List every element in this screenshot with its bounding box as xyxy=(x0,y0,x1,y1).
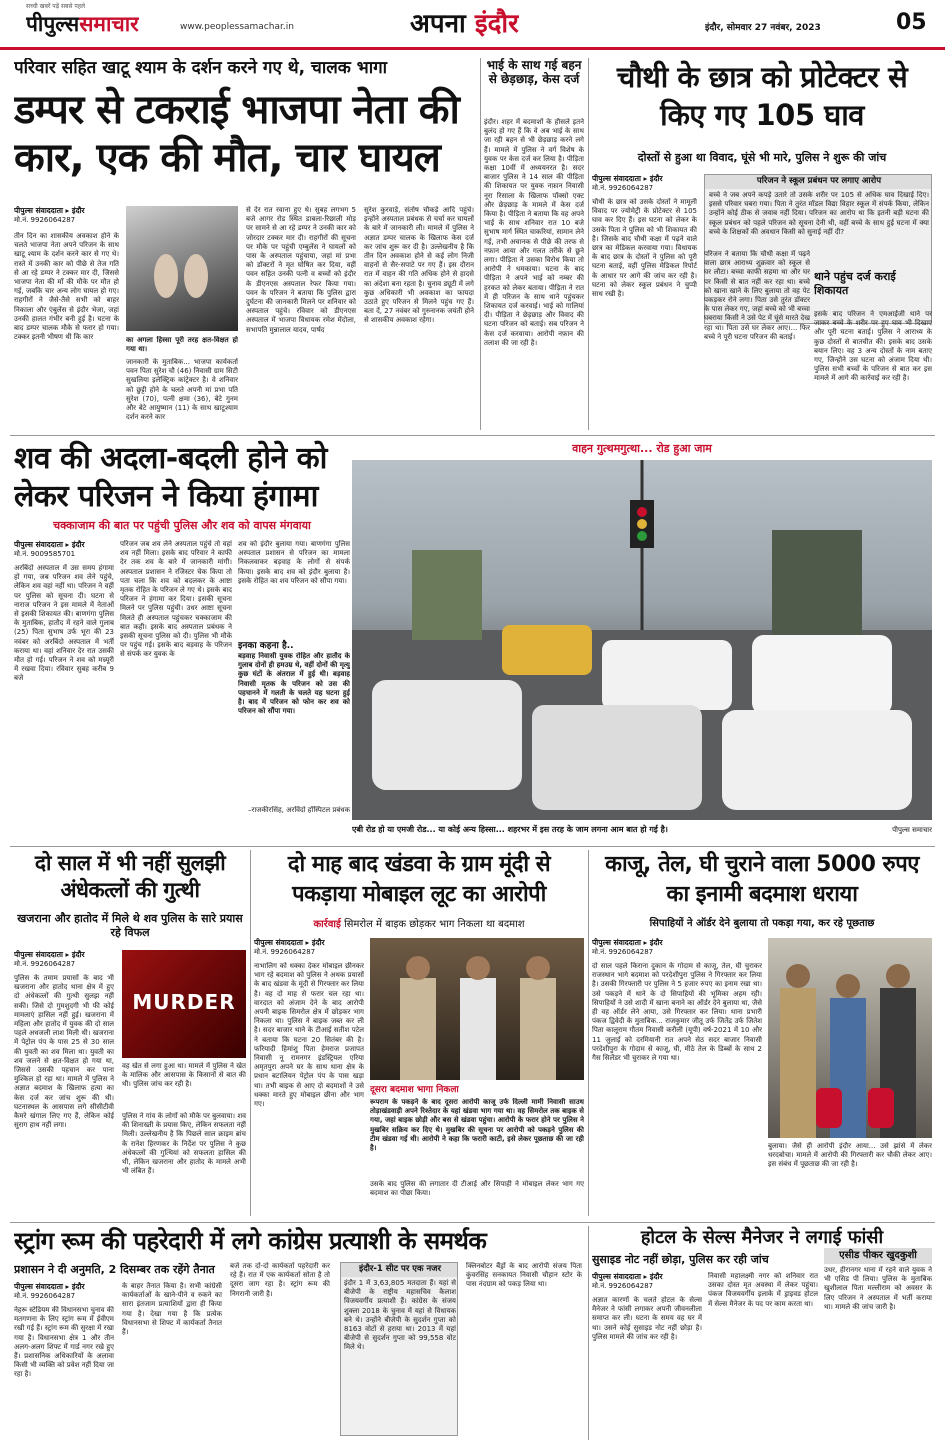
story7-headline[interactable]: काजू, तेल, घी चुराने वाला 5000 रुपए का इनामी बदमाश धराया xyxy=(605,852,919,907)
story4-quote-title: इनका कहना है.. xyxy=(238,641,294,651)
story5-byline-block xyxy=(14,950,114,972)
story4-quote-by: –राजकीरसिंह, अरविंदो हॉस्पिटल प्रबंधक xyxy=(247,806,350,814)
story3-col2: परिजन ने बताया कि चौथी कक्षा में पढ़ने वाला छात्र आराध्य शुक्रवार को स्कूल से घर लौटा। बच्चा काफी सहमा था और घर पर किसी से बात नहीं कर रहा था। बच्चे को खाना खाने के लिए बुलाया तो वह पेट पकड़कर रोने लगा। पिता उसे तुरंत डॉक्टर के पास लेकर गए, जहां बच्चे को भी बच्चा घबराया किसी ने उसे पेट में घूंसे मारते देख रहा था। पिता उसे घर लेकर आए।... फिर बच्चे ने पूरी घटना परिजन की बताई। xyxy=(704,250,810,341)
story5-col3: पुलिस ने गांव के लोगों को मौके पर बुलवाया। शव की शिनाख्ती के प्रयास किए, लेकिन सफलता नहीं मिली। उल्लेखनीय है कि पिछले साल क्राइम ब्रांच के रानेश हिरणकर के निर्देश पर पुलिस ने कुछ अंधेकत्लों की गुत्थियां को सफलता हासिल की थी, लेकिन खजराना और हातोद के मामले अभी भी लंबित हैं। xyxy=(122,1112,246,1176)
story6-headline[interactable]: दो माह बाद खंडवा के ग्राम मूंदी से पकड़ाया मोबाइल लूट का आरोपी xyxy=(287,852,551,907)
story6-col2: उसके बाद पुलिस की लगातार दी टीआई और सिपाही ने मोबाइल लेकर भाग गए बदमाश का पीछा किया। xyxy=(370,1180,584,1198)
story7-byline: पीपुल्स संवाददाता ▸ इंदौर xyxy=(592,938,663,947)
story4-byline-block xyxy=(14,540,114,562)
story4-col2: परिजन जब शव लेने अस्पताल पहुंचे तो वहां शव नहीं मिला। इसके बाद परिवार ने काफी देर तक शव के बारे में जानकारी मांगी। अस्पताल प्रशासन ने रजिस्टर चेक किया तो पता चला कि शव को बदलकर के आष्टा मृतक रोहित के परिजन ले गए थे। इसके बाद परिजन ने हंगामा कर दिया। इसकी सूचना मिलने पर पुलिस पहुंची। उधर आष्टा सूचना मिलते ही अस्पताल पहुंचकर चक्काजाम की बात कही। इसके बाद अस्पताल प्रबंधक ने इसकी सूचना पुलिस को दी। पुलिस भी मौके पर पहुंच गई। इसके बाद बड़वाह के परिजन से संपर्क कर युवक के xyxy=(120,540,232,659)
story1-photo xyxy=(126,206,238,331)
dateline: इंदौर, सोमवार 27 नवंबर, 2023 xyxy=(705,23,821,33)
story6-kicker-text: सिमरोल में बाइक छोड़कर भाग निकला था बदमाश xyxy=(344,919,525,930)
story-2 xyxy=(484,58,584,430)
divider xyxy=(588,850,589,1216)
story9-col1: अज्ञात कारणों के चलते होटल के सेल्स मैनेजर ने फांसी लगाकर अपनी जीवनलीला समाप्त कर ली। घटना के समय वह घर में था। उसने कोई सुसाइड नोट नहीं छोड़ा है। पुलिस मामले की जांच कर रही है। xyxy=(592,1296,702,1341)
story3-box-title: परिजन ने स्कूल प्रबंधन पर लगाए आरोप xyxy=(705,175,932,189)
story4-mobile: मो.नं. 9009585701 xyxy=(14,550,76,558)
story7-photo-caption: बुलाया। जैसे ही आरोपी इंदौर आया... उसे झांसे में लेकर धरदबोचा। मामले में आरोपी की गिरफ्तारी कर चौकी लेकर आए। इस संबंध में पूछताछ की जा रही है। xyxy=(768,1142,932,1169)
section-title-a: अपना xyxy=(410,9,466,39)
story3-byline-block xyxy=(592,174,697,196)
story8-mobile: मो.नं. 9926064287 xyxy=(14,1292,76,1300)
murder-image-label: MURDER xyxy=(132,990,236,1014)
story8-col4: क्लिनबोटर बैंड्रों के बाद आरोपी संजय पिता कुंवरसिंह सनकायत निवासी चौहान स्टोर के पास नंदग्राम को पकड़ लिया था। xyxy=(466,1262,582,1289)
story4-headline[interactable]: शव की अदला-बदली होने को लेकर परिजन ने किया हंगामा xyxy=(14,441,327,514)
masthead-tagline: सच्ची खबरें पढ़ें सबसे पहले xyxy=(26,3,86,10)
story8-col2: के बाहर तैनात किया है। सभी कांग्रेसी कार्यकर्ताओं के खाने-पीने व रुकने का सारा इंतजाम प्रत्याशियों द्वारा ही किया गया है। देखा गया है कि प्रत्येक विधानसभा से शिफ्ट में कार्यकर्ता तैनात हैं। xyxy=(122,1282,222,1337)
story6-kicker xyxy=(254,916,584,932)
story8-box-body: इंदौर 1 में 3,63,805 मतदाता हैं। यहां से बीजेपी के राष्ट्रीय महासचिव कैलाश विजयवर्गीय प्रत्याशी हैं। कांग्रेस के संजय शुक्ला 2018 के चुनाव में यहां से विधायक बने थे। उन्होंने बीजेपी के सुदर्शन गुप्ता को 8163 वोटों से हराया था। 2013 में यहां बीजेपी से सुदर्शन गुप्ता को 99,558 वोट मिले थे। xyxy=(344,1279,456,1352)
story4-byline: पीपुल्स संवाददाता ▸ इंदौर xyxy=(14,540,85,549)
story-5 xyxy=(14,850,246,1220)
story3-subheadline: दोस्तों से हुआ था विवाद, घूंसे भी मारे, पुलिस ने शुरू की जांच xyxy=(637,151,887,164)
story9-headline[interactable]: होटल के सेल्स मैनेजर ने लगाई फांसी xyxy=(640,1227,884,1248)
story1-headline[interactable]: डम्पर से टकराई भाजपा नेता की कार, एक की मौत, चार घायल xyxy=(14,87,459,181)
story5-col2: वह खेत से लगा हुआ था। मामले में पुलिस ने खेत के मालिक और आसपास के किसानों से बात की थी। पुलिस जांच कर रही है। xyxy=(122,1062,246,1089)
story9-aside-title: एसीड पीकर खुदकुशी xyxy=(824,1248,932,1264)
divider xyxy=(10,435,935,436)
police-photo-icon xyxy=(768,938,932,1138)
story6-col1: नाभालिग को धक्का देकर मोबाइल छीनकर भाग रहे बदमाश को पुलिस ने अथक प्रयासों के बाद खंडवा के मूंदी से गिरफ्तार कर लिया है। वह दो माह से फरार चल रहा था। वारदात को अंजाम देने के बाद आरोपी अपनी बाइक सिमरोल क्षेत्र में छोड़कर भाग निकला था। पुलिस ने बाइक जब्त कर ली है। सदर बाजार थाने के टीआई सतीश पटेल ने बताया कि घटना 20 सितंबर की है। फरियादी हिमांशु पिता हेमराज प्रजापत निवासी नू रामनगर इंडस्ट्रियल एरिया अमृतपुरा अपने घर के साथ थाना क्षेत्र के प्रधान बटालियन पेट्रोल पंप के पास खड़ा था। तभी बाइक से आए दो बदमाशों ने उसे धक्का मारते हुए मोबाइल छीना और भाग गए। xyxy=(254,962,364,1109)
story5-headline[interactable]: दो साल में भी नहीं सुलझी अंधेकत्लों की गुत्थी xyxy=(34,851,226,902)
story9-byline: पीपुल्स संवाददाता ▸ इंदौर xyxy=(592,1272,663,1281)
story6-box-body: रूपराम के पकड़ने के बाद दूसरा आरोपी काजू उर्फ दिल्ली मामी निवासी साउथ तोड़ाखंडवाड़ी अपने रिश्तेदार के यहां खंडवा भाग गया था। वह सिमरोल तक बाइक से गया, जहां बाइक छोड़ी और बस से खंडवा पहुंचा। आरोपी के फरार होने पर पुलिस ने मुखबिर सक्रिय कर दिए थे। मुखबिर की सूचना पर आरोपी को पकड़ने पुलिस की टीम खंडवा गई थी। आरोपी ने कहा कि फरारी काटी, इसे लेकर पूछताछ की जा रही है। xyxy=(370,1098,584,1153)
story1-photo-caption: का अगला हिस्सा पूरी तरह क्षत-विक्षत हो गया था। xyxy=(126,336,238,354)
traffic-photo-credit: पीपुल्स समाचार xyxy=(892,826,932,834)
page-number: 05 xyxy=(896,10,927,35)
story-6 xyxy=(254,850,584,1220)
section-title xyxy=(410,8,519,40)
traffic-jam-icon xyxy=(352,460,932,820)
story1-byline-block xyxy=(14,206,119,228)
divider xyxy=(10,846,935,847)
story5-byline: पीपुल्स संवाददाता ▸ इंदौर xyxy=(14,950,85,959)
story9-aside-body: उधर, हीरानगर थाना में रहने वाले युवक ने भी एसिड पी लिया। पुलिस के मुताबिक खुशीलाल पिता मल्लीराम को अवसर के लिए परिजन ने अस्पताल में भर्ती कराया था। मामले की जांच जारी है। xyxy=(824,1266,932,1311)
divider xyxy=(250,850,251,1216)
story7-photo xyxy=(768,938,932,1138)
story9-byline-block xyxy=(592,1272,702,1294)
story3-byline: पीपुल्स संवाददाता ▸ इंदौर xyxy=(592,174,663,183)
story9-mobile: मो.नं. 9926064287 xyxy=(592,1282,654,1290)
divider xyxy=(588,58,589,430)
story7-mobile: मो.नं. 9926064287 xyxy=(592,948,654,956)
story7-subheadline: सिपाहियों ने ऑर्डर देने बुलाया तो पकड़ा गया, कर रहे पूछताछ xyxy=(649,918,875,929)
story8-subheadline: प्रशासन ने दी अनुमति, 2 दिसम्बर तक रहेंगे तैनात xyxy=(14,1263,215,1276)
divider xyxy=(588,1226,589,1440)
story8-box xyxy=(340,1262,458,1436)
story2-body: इंदौर। शहर में बदमाशों के हौसले इतने बुलंद हो गए हैं कि वे अब भाई के साथ जा रही बहन से भी छेड़छाड़ करने लगे हैं। मामले में पुलिस ने वर्ग विशेष के युवक पर केस दर्ज कर लिया है। पीड़िता कक्षा 10वीं में अध्ययनरत है। सदर बाजार पुलिस ने 14 साल की पीड़िता की शिकायत पर युवक नफ़ान निवासी नूरा रिसाला के खिलाफ पॉक्सो एक्ट और छेड़छाड़ के मामले में केस दर्ज किया है। पीड़िता ने बताया कि वह अपने भाई के साथ शनिवार रात 10 बजे सुभाष मार्ग स्थित चाकरियां, सामान लेने गई, तभी अचानक से पीछे की तरफ से नफ़ान आया और गलत तरीके से छूने लगा। पीड़िता ने उसका विरोध किया तो आरोपी ने धमकाया। घटना के बाद पीड़िता ने अपने भाई को नम्बर की हरकत को लेकर बताया। पीड़िता ने रात में ही परिजन के साथ थाने पहुंचकर शिकायत दर्ज करवाई। भाई को गालियां दी। पीड़िता ने छेड़छाड़ और विवाद की घटना परिजन को बताई। सब परिजन ने केस दर्ज करवाया। आरोपी नफ़ान की तलाश की जा रही है। xyxy=(484,118,584,347)
feet-photo-icon xyxy=(126,206,238,331)
story6-photo xyxy=(370,938,584,1080)
story3-mobile: मो.नं. 9926064287 xyxy=(592,184,654,192)
traffic-photo-caption: एबी रोड हो या एमजी रोड... या कोई अन्य हिस्सा... शहरभर में इस तरह के जाम लगना आम बात हो गई है। xyxy=(352,825,668,834)
story8-col1: नेहरू स्टेडियम की विधानसभा चुनाव की मतगणना के लिए स्ट्रांग रूम में ईवीएम रखी गई हैं। स्ट्रांग रूम की सुरक्षा में रखा गया है। विधानसभा क्षेत्र 1 और तीन अलग-अलग शिफ्ट में गार्ड नगर रखे हुए हैं। प्रशासनिक अधिकारियों के अलावा किसी भी व्यक्ति को प्रवेश नहीं दिया जा रहा है। xyxy=(14,1306,114,1379)
story1-kicker: परिवार सहित खाटू श्याम के दर्शन करने गए थे, चालक भागा xyxy=(14,58,388,78)
story8-box-title: इंदौर-1 सीट पर एक नजर xyxy=(341,1263,458,1277)
story-3 xyxy=(592,58,932,430)
story1-col2: जानकारी के मुताबिक... भाजपा कार्यकर्ता पवन पिता सुरेश चौ (46) निवासी ग्राम सिटी सुखलिया इलेक्ट्रिक कांट्रेक्टर है। वे शनिवार को छुट्टी होने के चलते अपनी मां प्रभा पति सुरेश (70), पत्नी क्षमा (36), बेटे गुनम और बेटे आयुष्मान (11) के साथ खाटूश्याम दर्शन करने कार xyxy=(126,358,238,422)
story5-mobile: मो.नं. 9926064287 xyxy=(14,960,76,968)
story1-col1: तीन दिन का शासकीय अवकाश होने के चलते भाजपा नेता अपने परिजन के साथ खाटू श्याम के दर्शन करने कार से गए थे। रास्ते में उनकी कार को पीछे से तेज गति से आ रहे डम्पर ने टक्कर मार दी, जिससे भाजपा नेता की माँ की मौके पर मौत हो गई, जबकि चार अन्य लोग घायल हो गए। राहगीरों ने जैसे-तैसे सभी को बाहर निकाला और एंबुलेंस से इंदौर भेजा, जहां उनकी हालत गंभीर बनी हुई है। घटना के बाद डम्पर चालक मौके से फरार हो गया। टक्कर इतनी भीषण थी कि कार xyxy=(14,232,119,342)
story5-col1: पुलिस के तमाम प्रयासों के बाद भी खजराना और हातोद थाना क्षेत्र में हुए दो अंधेकत्लों की गुत्थी सुलझ नहीं सकी। जिसे दो गुमशुदगी भी फी कोई मामलाएं हासिल नहीं हुई। खजराना में महिला और हातोद में युवक की दो साल पहले अधजली लाश मिली थी। खजराना में पेट्रोल पंप के पास 25 से 30 साल की युवती का शव मिला था। युवती का शव जलने से क्षत-विक्षत हो गया था, जिससे उसकी पहचान कर पाना मुश्किल हो रहा था। मामले में पुलिस ने अज्ञात बदमाश के खिलाफ हत्या का केस दर्ज कर जांच शुरू की थी। घटनास्थल के आसपास लगे सीसीटीवी कैमरे खंगाल लिए गए हैं, लेकिन कोई सुराग हाथ नहीं लगा। xyxy=(14,974,114,1130)
story6-byline-block xyxy=(254,938,374,960)
story1-col4: सुरेश कुरवाड़े, संतोष चौकड़े आदि पहुंचे। इन्होंने अस्पताल प्रबंधक से चर्चा कर घायलों के बारे में जानकारी ली। मामले में पुलिस ने अज्ञात डम्पर चालक के खिलाफ केस दर्ज कर जांच शुरू कर दी है। उल्लेखनीय है कि तीन दिन अवकाश होने से कई लोग निजी वाहनों से सैर-सपाटे पर गए हैं। इस दौरान रात में वाहन की गति अधिक होने से हादसे का अंदेशा बना रहता है। चुनाव ड्यूटी में लगे कुछ अधिकारी भी अवकाश का फायदा उठाते हुए परिजन से मिलने पहुंच गए हैं। बता दें, 27 नवंबर को गुरुनानक जयंती होने से शासकीय अवकाश रहेगा। xyxy=(364,206,474,325)
story3-aside-title: थाने पहुंच दर्ज कराई शिकायत xyxy=(814,270,896,297)
story4-subheadline: चक्काजाम की बात पर पहुंची पुलिस और शव को वापस मंगवाया xyxy=(53,519,311,532)
traffic-photo-title: वाहन गुत्थमगुत्था... रोड हुआ जाम xyxy=(572,442,712,455)
traffic-photo-block xyxy=(352,440,932,842)
story8-byline: पीपुल्स संवाददाता ▸ इंदौर xyxy=(14,1282,85,1291)
arrest-photo-icon xyxy=(370,938,584,1080)
story-9 xyxy=(592,1226,932,1440)
story1-mobile: मो.नं. 9926064287 xyxy=(14,216,76,224)
logo-part-b: समाचार xyxy=(79,12,139,36)
story3-col1: चौथी के छात्र को उसके दोस्तों ने मामूली विवाद पर ज्योमेट्री के प्रोटेक्टर से 105 घाव कर दिए हैं। इस घटना को लेकर के उसके पिता ने पुलिस को भी शिकायत की है। जिसके बाद चौथी कक्षा में पढ़ने वाले छात्र का मेडिकल करवाया गया। विधायक के बाद छात्र के दोस्तों ने पुलिस को पूरी घटना बताई, वहीं पुलिस मेडिकल रिपोर्ट के आधार पर आगे की जांच कर रही है। घटना को लेकर स्कूल प्रबंधन ने चुप्पी साध रखी है। xyxy=(592,198,697,299)
story8-byline-block xyxy=(14,1282,114,1304)
murder-image xyxy=(122,950,246,1058)
masthead-logo xyxy=(26,10,139,40)
story9-subheadline: सुसाइड नोट नहीं छोड़ा, पुलिस कर रही जांच xyxy=(592,1253,769,1266)
story6-byline: पीपुल्स संवाददाता ▸ इंदौर xyxy=(254,938,325,947)
section-title-b: इंदौर xyxy=(474,9,519,39)
story9-aside xyxy=(824,1248,932,1436)
story4-col1: अरबिंदो अस्पताल में उस समय हंगामा हो गया, जब परिजन शव लेने पहुंचे, लेकिन शव वहां नहीं था। परिजन ने वहीं पर पुलिस को सूचना दी। घटना से नाराज परिजन ने इस मामले में नेताओं से इसकी शिकायत की। बाणगंगा पुलिस के मुताबिक, हातौद में रहने वाले गुलाब (25) पिता सुभाष उर्फ भूरा की 23 नवंबर को अरबिंदो अस्पताल में भर्ती कराया था। वहां शनिवार देर रात उसकी मौत हो गई। परिजन ने शव को मच्र्यूरी में रखवा दिया। रविवार सुबह करीब 9 बजे xyxy=(14,564,114,683)
story3-headline[interactable]: चौथी के छात्र को प्रोटेक्टर से किए गए 105 घाव xyxy=(616,60,908,132)
story4-quote-body: बड़वाह निवासी युवक रोहित और हातौद के गुलाब दोनों ही हमउम्र थे, वहीं दोनों की मृत्यु कुछ घंटों के अंतराल में हुई थी। बड़वाह निवासी मृतक के परिजन को उस की पहचानने में गलती के चलते यह घटना हुई है। बाद में परिजन को फोन कर शव को परिजन को सौंपा गया। xyxy=(238,652,350,716)
story7-byline-block xyxy=(592,938,762,960)
story8-col3: बजे तक दो-दो कार्यकर्ता पहरेदारी कर रहे हैं। रात में एक कार्यकर्ता सोता है तो दूसरा जाग रहा है। स्ट्रांग रूम की निगरानी जारी है। xyxy=(230,1262,330,1298)
story-8 xyxy=(14,1226,582,1440)
story6-photo-caption: दूसरा बदमाश भागा निकला xyxy=(370,1085,459,1095)
story9-col2: निवासी महालक्ष्मी नगर को शनिवार रात उसका दोस्त मृत अवस्था में लेकर पहुंचा। पंकज विजयवर्गीय इलाके में ड्राइवड होटल में सेल्स मैनेजर के पद पर काम करता था। xyxy=(708,1272,818,1308)
masthead xyxy=(0,0,945,50)
story4-col3: शव को इंदौर बुलाया गया। बाणगंगा पुलिस अस्पताल प्रशासन से परिजन का मामला निकलवाकर बड़वाह के लोगों से संपर्क किया। इसके बाद शव को इंदौर बुलाया है। इसके रोहित का शव परिजन को सौंपा गया। xyxy=(238,540,350,585)
logo-part-a: पीपुल्स xyxy=(26,12,80,36)
story7-col1: दो साल पहले किराना दुकान के गोदाम से काजू, तेल, घी चुराकर राजस्थान भागे बदमाश को परदेशीपुरा पुलिस ने गिरफ्तार कर लिया है। उसकी गिरफ्तारी पर पुलिस ने 5 हजार रुपए का इनाम रखा था। उसे पकड़ने में थाने के दो सिपाहियों की भूमिका अहम रही। सिपाहियों ने उसे शादी में खाना बनाने का ऑर्डर देने बुलाया था, जैसे ही वह ऑर्डर लेने आया, उसे गिरफ्तार कर लिया। थाना प्रभारी पंकज द्विवेदी के मुताबिक... राजकुमार जीतू उर्फ जितेंद्र उर्फ जितेश पिता कालूराम गौतम निवासी करौली (यूपी) वर्ष-2021 में 10 और 11 जुलाई को दरमियानी रात अपने सेठ सदर बाजार निवासी परदेशीपुरा के गोदाम से काजू, घी, मीठे तेल के डिब्बों के साथ 2 गैस सिलेंडर भी चुराकर ले गया था। xyxy=(592,962,762,1063)
story8-headline[interactable]: स्ट्रांग रूम की पहरेदारी में लगे कांग्रेस प्रत्याशी के समर्थक xyxy=(14,1227,487,1255)
divider xyxy=(480,58,481,430)
story3-aside-body: इसके बाद परिजन ने एमआईजी थाने पर जाकर बच्चे के शरीर पर हुए घाव भी दिखाए और पूरी घटना बताई। पुलिस ने आराध्य के कुछ दोस्तों से बातचीत की। इसके बाद उसके बयान लिए। वह 3 अन्य दोस्तों के नाम बताए गए, जिन्होंने उस घटना को अंजाम दिया थी। पुलिस सभी बच्चों के परिजन से बात कर इस मामले में आगे की कार्रवाई कर रही है। xyxy=(814,310,932,383)
story3-box-body: बच्चे ने जब अपने कपड़े उतारे तो उसके शरीर पर 105 से अधिक घाव दिखाई दिए। इससे परिवार घबरा गया। पिता ने तुरंत मॉडल विद्या विहार स्कूल में संपर्क किया, लेकिन उन्होंने कोई ठीक से जवाब नहीं दिया। परिजन का आरोप था कि इतनी बड़ी घटना की स्कूल प्रबंधन को पहले परिजन को सूचना देनी थी, वहीं बच्चे के साथ हुई घटना में क्या बच्चे के शिक्षकों की अवधान किसी को सुनाई नहीं दी? xyxy=(709,191,929,236)
story1-byline: पीपुल्स संवाददाता ▸ इंदौर xyxy=(14,206,85,215)
masthead-url[interactable]: www.peoplessamachar.in xyxy=(180,22,294,32)
divider xyxy=(10,1222,935,1223)
story-7 xyxy=(592,850,932,1220)
story1-col3: से देर रात रवाना हुए थे। सुबह लगभग 5 बजे आगर रोड स्थित डाबला-रिछाली मोड़ पर सामने से आ रहे डम्पर ने उनकी कार को जोरदार टक्कर मार दी। राहगीरों की सूचना पर मौके पर पहुंची एम्बुलेंस ने घायलों को पास के अस्पताल पहुंचाया, जहां मां प्रभा को डॉक्टरों ने मृत घोषित कर दिया, वहीं पवन सहित उनकी पत्नी व बच्चों को इंदौर के डीएनएस अस्पताल रेफर किया गया। पवन के परिजन ने बताया कि पुलिस द्वारा दुर्घटना की जानकारी मिलने पर शनिवार को अस्पताल पहुंचे। रविवार को डीएनएस अस्पताल में भाजपा विधायक रमेश मेंदोला, सभापति मुन्नालाल यादव, पार्षद xyxy=(246,206,356,334)
story-1 xyxy=(14,58,474,438)
story5-subheadline: खजराना और हातोद में मिले थे शव पुलिस के सारे प्रयास रहे विफल xyxy=(17,912,243,939)
traffic-photo xyxy=(352,460,932,820)
story-4 xyxy=(14,440,350,842)
story6-kicker-label: कार्रवाई xyxy=(313,919,341,930)
story6-mobile: मो.नं. 9926064287 xyxy=(254,948,316,956)
story2-headline[interactable]: भाई के साथ गई बहन से छेड़छाड़, केस दर्ज xyxy=(486,58,582,86)
